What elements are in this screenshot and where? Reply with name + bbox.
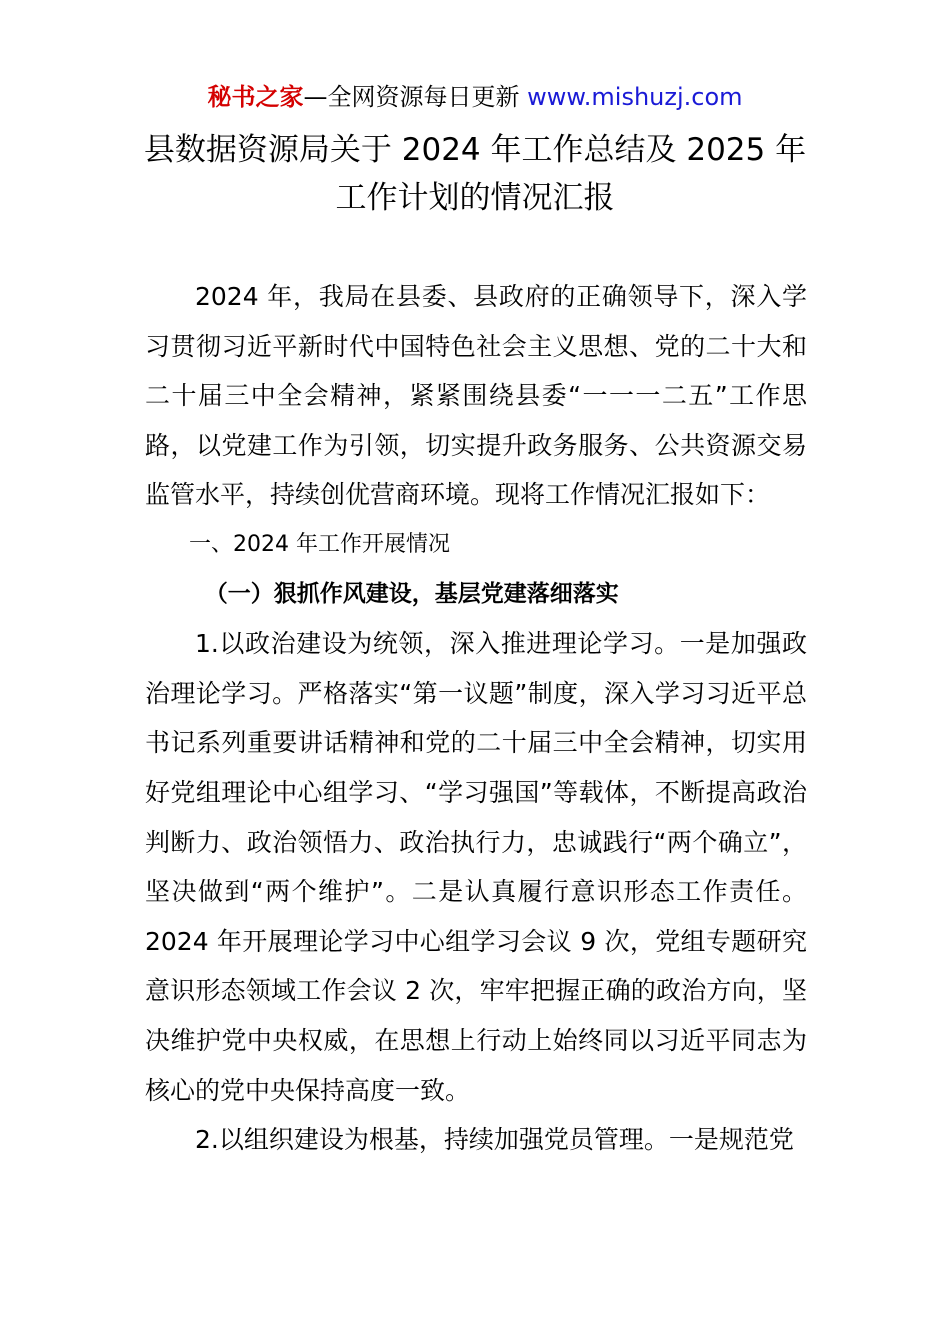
banner-brand: 秘书之家 — [207, 83, 304, 111]
document-title — [0, 126, 950, 222]
section-heading-1: 一、2024 年工作开展情况 — [189, 531, 450, 557]
intro-paragraph: 2024 年，我局在县委、县政府的正确领导下，深入学习贯彻习近平新时代中国特色社会主义思想、党的二十大和二十届三中全会精神，紧紧围绕县委“一一一二五”工作思路，以党建工作为引领，切实提升政务服务、公共资源交易监管水平，持续创优营商环境。现将工作情况汇报如下： — [145, 282, 807, 510]
banner-tagline: —全网资源每日更新 — [303, 83, 520, 111]
banner-url[interactable]: www.mishuzj.com — [527, 83, 743, 111]
document-body — [145, 272, 807, 1165]
site-banner — [0, 80, 950, 114]
paragraph-2: 2.以组织建设为根基，持续加强党员管理。一是规范党 — [195, 1125, 794, 1155]
subsection-heading-1: （一）狠抓作风建设，基层党建落细落实 — [204, 580, 619, 607]
title-line-2: 工作计划的情况汇报 — [335, 180, 615, 216]
title-line-1: 县数据资源局关于 2024 年工作总结及 2025 年 — [143, 132, 807, 168]
paragraph-1: 1.以政治建设为统领，深入推进理论学习。一是加强政治理论学习。严格落实“第一议题”制度，深入学习习近平总书记系列重要讲话精神和党的二十届三中全会精神，切实用好党组理论中心组学习、“学习强国”等载体，不断提高政治判断力、政治领悟力、政治执行力，忠诚践行“两个确立”，坚决做到“两个维护”。二是认真履行意识形态工作责任。2024 年开展理论学习中心组学习会议 9 次，党组专题研究意识形态领域工作会议 2 次，牢牢把握正确的政治方向，坚决维护党中央权威，在思想上行动上始终同以习近平同志为核心的党中央保持高度一致。 — [145, 629, 807, 1105]
